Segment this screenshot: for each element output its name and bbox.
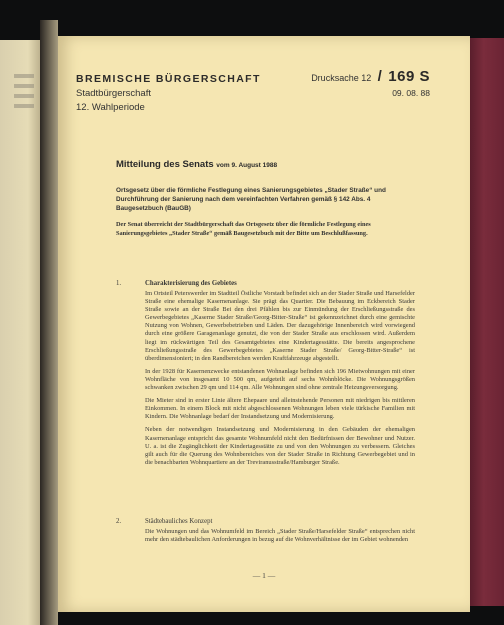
- paragraph: Die Mieter sind in erster Linie ältere Ehepaare und alleinstehende Personen mit niedrigen bis mittleren Einkommen. In einem Block mit nicht abgeschlossenen Wohnungen leben viele türkische Familien mit Kindern. Die Wohnanlage bedarf der Instandsetzung und Modernisierung.: [145, 397, 415, 421]
- senate-intro: Der Senat überreicht der Stadtbürgerschaft das Ortsgesetz über die förmliche Festlegung eines Sanierungsgebietes „Stader Straße“ gemäß Baugesetzbuch mit der Bitte um Beschlußfassung.: [116, 221, 371, 237]
- drucksache-label: Drucksache 12: [311, 73, 372, 83]
- adjacent-page-edge: [0, 40, 40, 625]
- binder-cover: [470, 38, 504, 606]
- document-page: [58, 36, 470, 612]
- section-body: [145, 528, 415, 549]
- legislative-period: 12. Wahlperiode: [76, 102, 145, 113]
- drucksache-block: [311, 68, 430, 98]
- page-number: — 1 —: [252, 571, 276, 580]
- binder-spine: [40, 20, 58, 625]
- institution-name: BREMISCHE BÜRGERSCHAFT: [76, 73, 261, 85]
- drucksache-number: 169 S: [388, 68, 430, 85]
- section-number: 2.: [116, 518, 122, 525]
- paragraph: Im Ortsteil Peterswerder im Stadtteil Östliche Vorstadt befindet sich an der Stader Straße und Harsefelder Straße eine ehemalige Kasernenanlage. Sie prägt das Quartier. Die Bebauung im Eckbereich Stader Straße sowie an der Straße Bei den drei Pfählen bis zur Einmündung der Erschließungsstraße des Gewerbegebietes „Kaserne Stader Straße/Georg-Bitter-Straße“ ist gekennzeichnet durch eine gemischte Nutzung von Wohnen, Gewerbebetrieben und Läden. Der dazugehörige Innenbereich wird vorwiegend durch eine größere Garagenanlage genutzt, die von der Stader Straße aus erschlossen wird. Außerdem liegt im rückwärtigen Teil des Gesamtgebietes eine Kindertagesstätte. Die bereits angesprochene Erschließungsstraße des Gewerbegebietes „Kaserne Stader Straße/ Georg-Bitter-Straße“ ist überdimensioniert; in den Randbereichen werden Kraftfahrzeuge abgestellt.: [145, 290, 415, 362]
- parliament-body: Stadtbürgerschaft: [76, 88, 151, 99]
- paragraph: In der 1928 für Kasernenzwecke entstandenen Wohnanlage befinden sich 196 Mietwohnungen mit einer Wohnfläche von insgesamt 10 500 qm, aufgeteilt auf sechs Wohnblöcke. Die Wohnungsgrößen schwanken zwischen 29 qm und 114 qm. Alle Wohnungen sind ohne zentrale Heizungsversorgung.: [145, 367, 415, 392]
- document-date: 09. 08. 88: [392, 88, 430, 98]
- section-number: 1.: [116, 280, 122, 287]
- drucksache-slash: /: [377, 68, 382, 85]
- title-date: vom 9. August 1988: [216, 162, 278, 169]
- section-body: [145, 290, 415, 472]
- title-main: Mitteilung des Senats: [116, 159, 214, 170]
- document-title: [116, 159, 277, 170]
- document-subject: Ortsgesetz über die förmliche Festlegung eines Sanierungsgebietes „Stader Straße“ und Durchführung der Sanierung nach dem vereinfachten Verfahren gemäß § 142 Abs. 4 Baugesetzbuch (BauGB): [116, 187, 386, 212]
- section-heading: Städtebauliches Konzept: [145, 518, 213, 525]
- paragraph: Die Wohnungen und das Wohnumfeld im Bereich „Stader Straße/Harsefelder Straße“ entsprechen nicht mehr den städtebaulichen Anforderungen in bezug auf die Wohnverhältnisse der im Gebiet wohnenden: [145, 528, 415, 544]
- paragraph: Neben der notwendigen Instandsetzung und Modernisierung in den Gebäuden der ehemaligen Kasernenanlage entspricht das gesamte Wohnumfeld nicht den Bedürfnissen der Bewohner und Nutzer. U. a. ist die Zugänglichkeit der Kindertagesstätte zu und von den Wohnungen zu verbessern. Gleiches gilt auch für die Querung des Wohnbereiches von der Stader Straße in Richtung Gewerbegebiet und in die benachbarten Wohnquartiere an der Treviranusstraße/Hamburger Straße.: [145, 426, 415, 466]
- letterhead: [76, 73, 261, 113]
- section-heading: Charakterisierung des Gebietes: [145, 280, 237, 287]
